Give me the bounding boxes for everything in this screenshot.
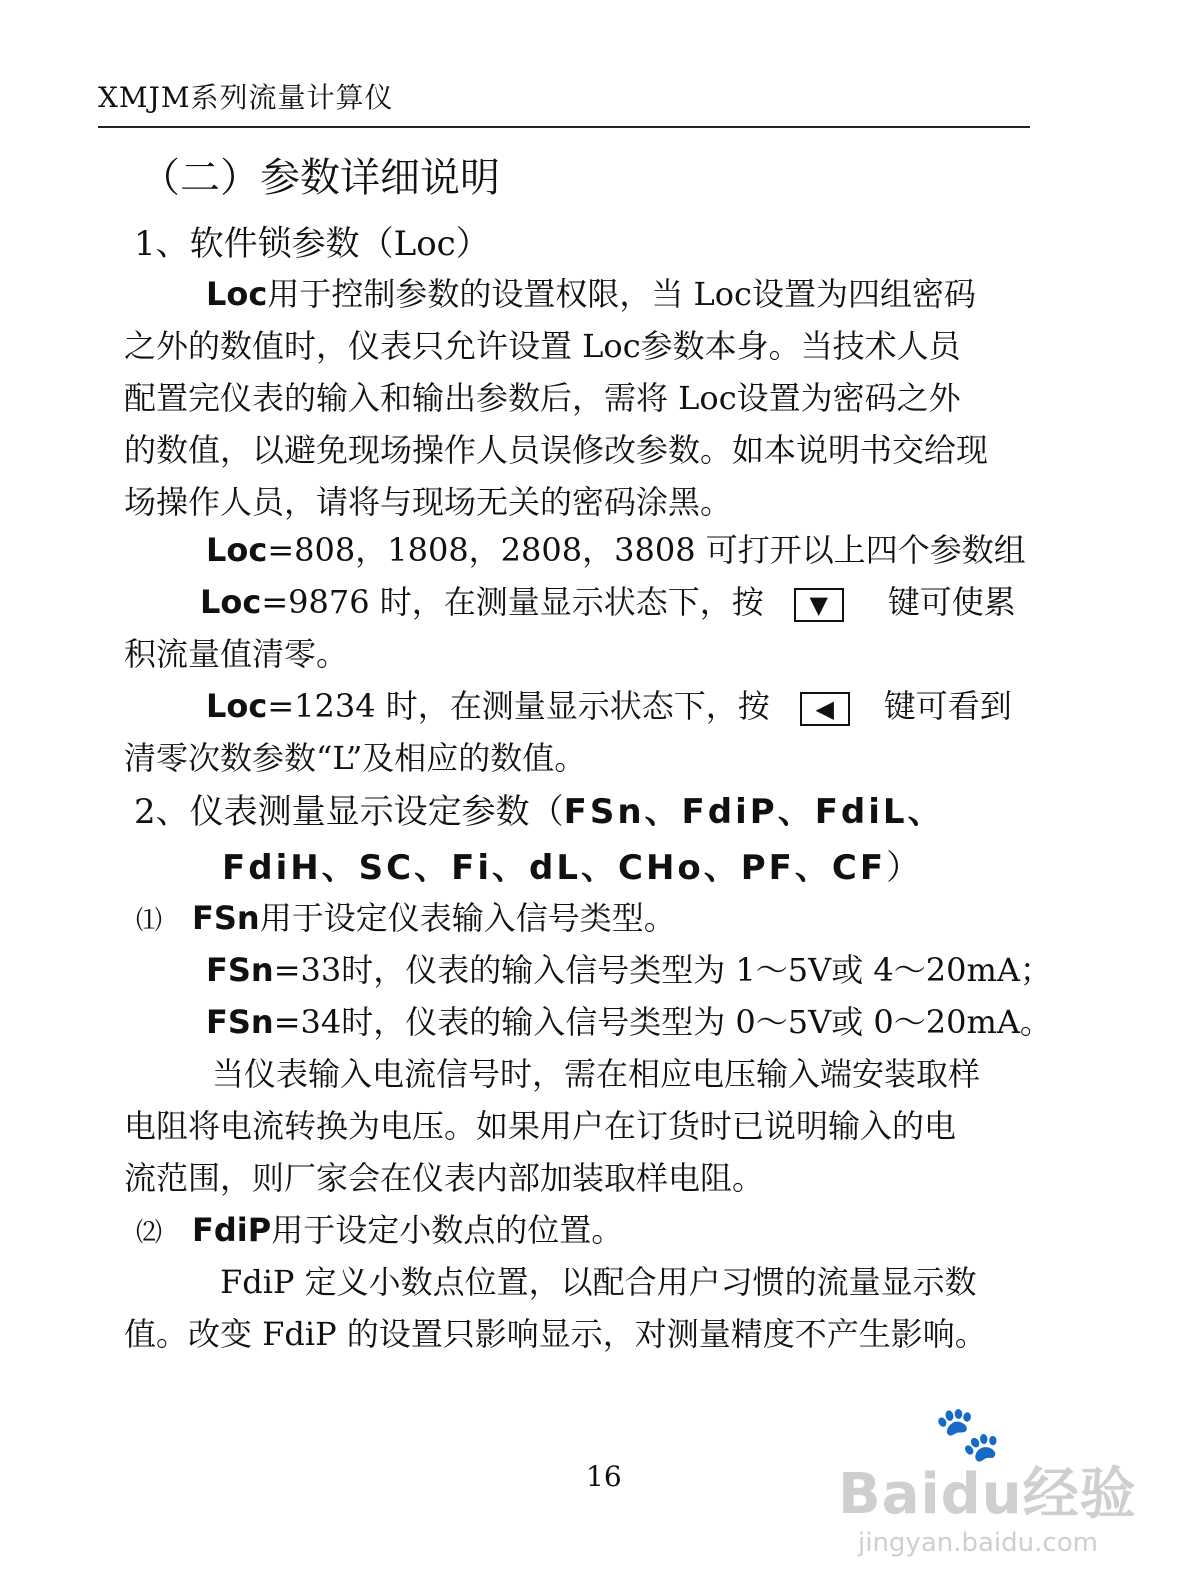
left-key-icon: ◀: [800, 692, 850, 726]
loc-9876-cont: 积流量值清零。: [124, 635, 349, 673]
item-fsn-text: 用于设定仪表输入信号类型。: [259, 899, 676, 937]
watermark-logo: Baidu经验: [838, 1462, 1137, 1527]
loc-1234-after: 键可看到: [883, 687, 1012, 725]
fsn-code: FSn: [206, 1003, 274, 1041]
page-header: [98, 76, 1030, 128]
loc-intro-line: 配置完仪表的输入和输出参数后，需将 Loc设置为密码之外: [124, 379, 961, 417]
fsn-code: FSn: [206, 951, 274, 989]
display-heading-text: 2、仪表测量显示设定参数（: [134, 792, 564, 832]
item-fdip-text: 用于设定小数点的位置。: [271, 1211, 624, 1249]
loc-1234-text: =1234 时，在测量显示状态下，按: [267, 687, 770, 725]
loc-9876-text: =9876 时，在测量显示状态下，按: [261, 583, 764, 621]
watermark-url: jingyan.baidu.com: [858, 1528, 1098, 1558]
header-title: XMJM系列流量计算仪: [98, 81, 394, 114]
baidu-watermark: [838, 1400, 1138, 1560]
loc-intro-first-line: [124, 268, 1034, 320]
fsn-code: FSn: [192, 899, 260, 937]
loc-intro: [124, 268, 1034, 528]
loc-1234-cont: 清零次数参数“L”及相应的数值。: [124, 739, 587, 777]
fsn-34-line: [206, 996, 1052, 1048]
fdip-desc: [124, 1256, 1034, 1360]
page-number: 16: [586, 1460, 622, 1493]
loc-9876-after: 键可使累: [887, 583, 1016, 621]
item-number: ⑵: [136, 1218, 163, 1248]
loc-9876-line: [200, 576, 1016, 628]
current-note: [124, 1048, 1034, 1204]
section-title: （二）参数详细说明: [140, 155, 500, 201]
item-fsn: [136, 892, 676, 947]
current-note-line: 流范围，则厂家会在仪表内部加装取样电阻。: [124, 1159, 765, 1197]
loc-heading: 1、软件锁参数（Loc）: [134, 224, 490, 264]
fsn-34-text: =34时，仪表的输入信号类型为 0～5V或 0～20mA。: [273, 1003, 1052, 1041]
fsn-33-line: [206, 944, 1052, 996]
current-note-line: 当仪表输入电流信号时，需在相应电压输入端安装取样: [212, 1055, 981, 1093]
item-fdip: [136, 1204, 623, 1259]
loc-intro-text: 用于控制参数的设置权限，当 Loc设置为四组密码: [267, 275, 976, 313]
fdip-code: FdiP: [192, 1211, 272, 1249]
loc-code: Loc: [206, 531, 268, 569]
loc-808-text: =808，1808，2808，3808 可打开以上四个参数组: [267, 531, 1026, 569]
display-heading-line2: [222, 840, 920, 889]
loc-intro-line: 之外的数值时，仪表只允许设置 Loc参数本身。当技术人员: [124, 327, 961, 365]
loc-code: Loc: [206, 275, 268, 313]
paw-icon: 🐾: [934, 1402, 1002, 1465]
display-heading-line1: [134, 784, 945, 833]
loc-808-line: [206, 524, 1026, 576]
loc-code: Loc: [206, 687, 268, 725]
fdip-desc-line: 值。改变 FdiP 的设置只影响显示，对测量精度不产生影响。: [124, 1315, 987, 1353]
loc-intro-line: 的数值，以避免现场操作人员误修改参数。如本说明书交给现: [124, 431, 989, 469]
loc-code: Loc: [200, 583, 262, 621]
fsn-33-text: =33时，仪表的输入信号类型为 1～5V或 4～20mA；: [273, 951, 1052, 989]
display-heading-close: ）: [886, 848, 921, 888]
down-key-icon: ▼: [794, 588, 844, 622]
display-heading-codes: FSn、FdiP、FdiL、: [563, 792, 945, 832]
loc-1234-line: [206, 680, 1012, 732]
loc-intro-line: 场操作人员，请将与现场无关的密码涂黑。: [124, 483, 733, 521]
fdip-desc-line: FdiP 定义小数点位置，以配合用户习惯的流量显示数: [220, 1263, 977, 1301]
display-heading-codes: FdiH、SC、Fi、dL、CHo、PF、CF: [222, 848, 887, 888]
item-number: ⑴: [136, 906, 163, 936]
current-note-line: 电阻将电流转换为电压。如果用户在订货时已说明输入的电: [124, 1107, 957, 1145]
